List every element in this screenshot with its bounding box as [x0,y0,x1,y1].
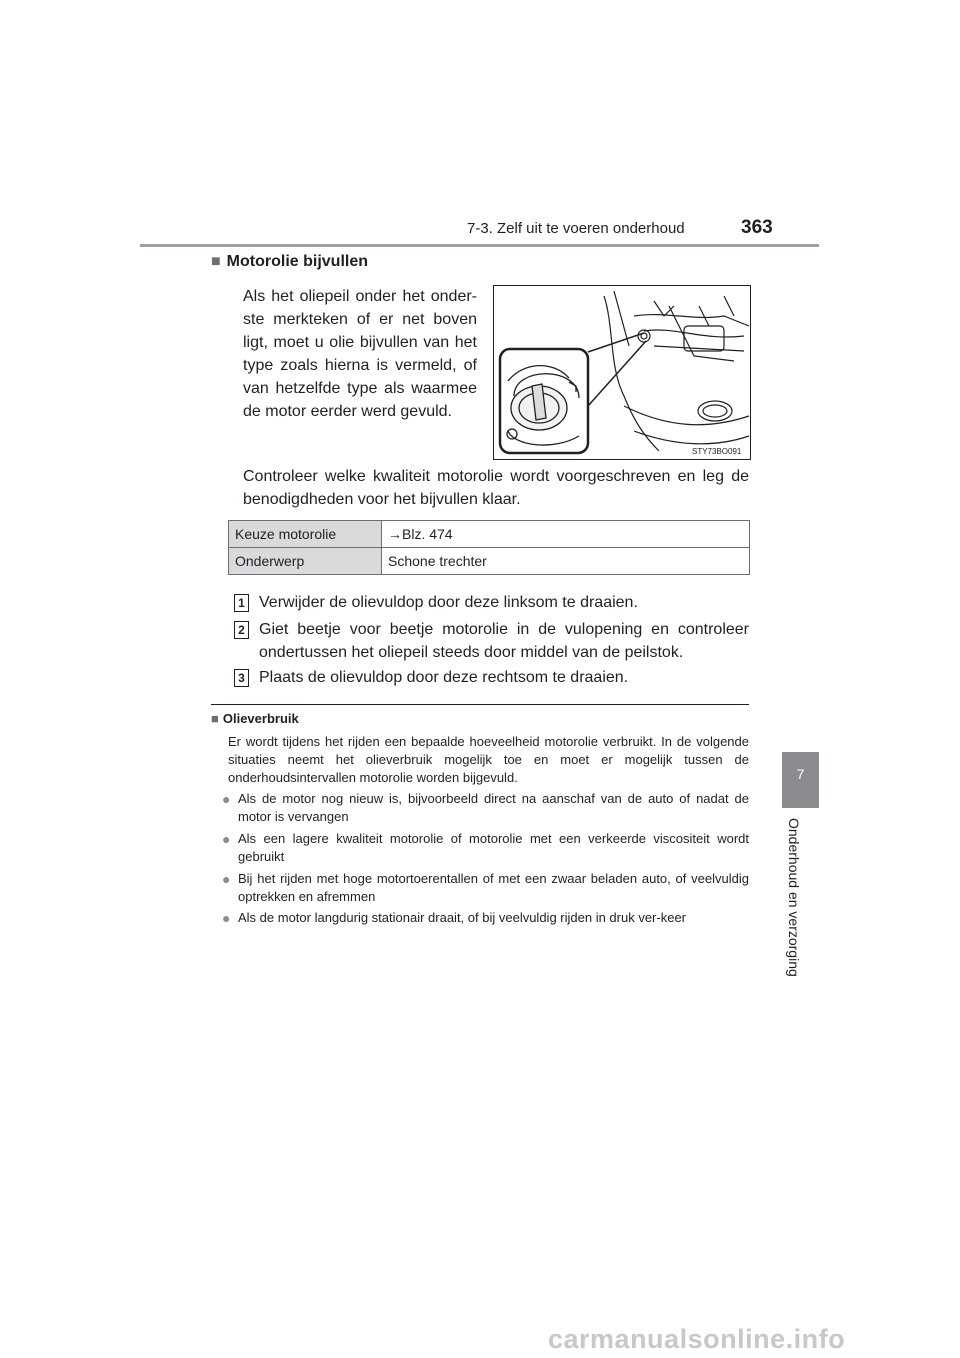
step-number-badge: 2 [234,621,249,639]
table-key: Keuze motorolie [229,521,382,548]
table-value: Schone trechter [382,548,750,575]
note-title [211,711,299,726]
section-title-text: Motorolie bijvullen [226,253,369,270]
bullet-dot-icon: ● [222,791,231,807]
page-number: 363 [741,217,773,238]
header-divider [140,244,819,247]
note-title-text: Olieverbruik [222,711,299,726]
list-item [222,870,749,906]
section-title [211,253,368,271]
step-text: Plaats de olievuldop door deze rechtsom te draaien. [259,669,629,686]
step-text: Giet beetje voor beetje motorolie in de vulopening en controleer ondertussen het oliepeil steeds door middel van de peilstok. [259,621,749,661]
step-3 [229,666,749,689]
table-row [229,548,750,575]
list-item-text: Als de motor langdurig stationair draait, of bij veelvuldig rijden in druk ver-keer [238,910,686,925]
list-item [222,830,749,866]
bullet-dot-icon: ● [222,871,231,887]
watermark: carmanualsonline.info [548,1324,846,1354]
square-bullet-icon: ■ [211,711,219,726]
step-number-badge: 3 [234,669,249,687]
engine-illustration [493,285,751,460]
figure-code: STY73BO091 [692,447,742,456]
step-text: Verwijder de olievuldop door deze linksom te draaien. [259,594,638,611]
table-row [229,521,750,548]
engine-oil-cap-illustration [494,286,750,459]
preparation-paragraph: Controleer welke kwaliteit motorolie wordt voorgeschreven en leg de benodigdheden voor het bijvullen klaar. [243,468,749,508]
step-number-badge: 1 [234,594,249,612]
note-paragraph: Er wordt tijdens het rijden een bepaalde hoeveelheid motorolie verbruikt. In de volgende situaties neemt het olieverbruik mogelijk toe en moet er mogelijk tussen de onderhoudsintervallen motorolie worden bijgevuld. [228,734,749,785]
intro-paragraph: Als het oliepeil onder het onder-ste merkteken of er net boven ligt, moet u olie bijvullen van het type zoals hierna is vermeld, of van hetzelfde type als waarmee de motor eerder werd gevuld. [243,288,477,420]
table-value: →Blz. 474 [382,521,750,548]
supplies-table [228,520,750,575]
list-item-text: Als een lagere kwaliteit motorolie of motorolie met een verkeerde viscositeit wordt gebruikt [238,831,749,864]
list-item [222,790,749,826]
step-2 [229,618,749,664]
list-item [222,909,749,945]
chapter-label: Onderhoud en verzorging [786,818,802,977]
square-bullet-icon: ■ [211,253,221,270]
list-item-text: Als de motor nog nieuw is, bijvoorbeeld direct na aanschaf van de auto of nadat de motor is vervangen [238,791,749,824]
bullet-dot-icon: ● [222,910,231,926]
header-section-title: 7-3. Zelf uit te voeren onderhoud [467,220,685,237]
list-item-text: Bij het rijden met hoge motortoerentallen of met een zwaar beladen auto, of veelvuldig optrekken en afremmen [238,871,749,904]
note-divider [211,704,749,705]
bullet-dot-icon: ● [222,831,231,847]
step-1 [229,591,749,614]
chapter-number: 7 [796,766,805,782]
table-key: Onderwerp [229,548,382,575]
